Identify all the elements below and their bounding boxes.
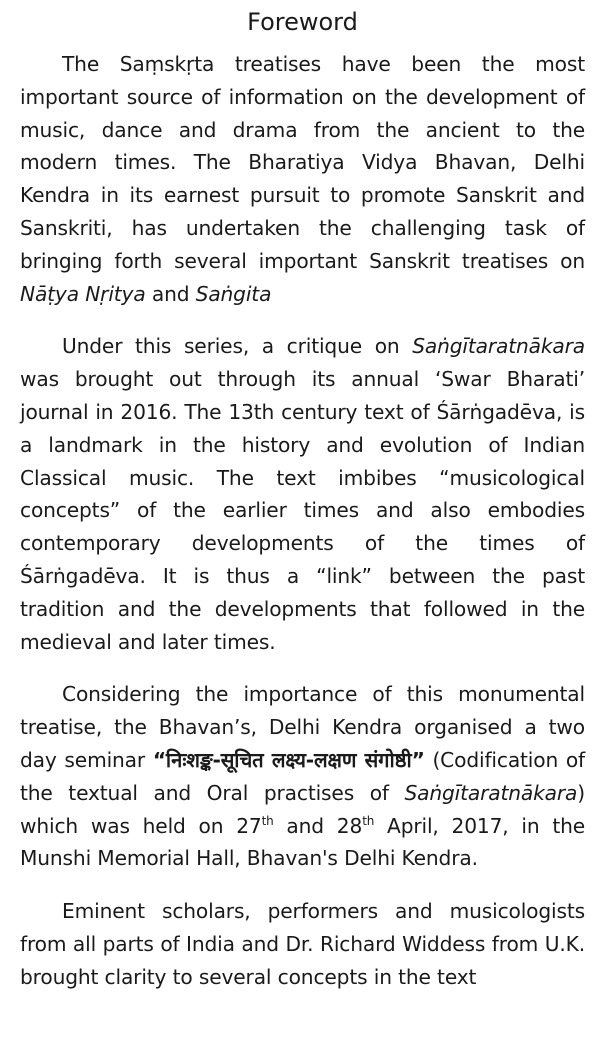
paragraph-3	[20, 678, 585, 875]
paragraph-text: Considering the importance of this monumental treatise, the Bhavan’s, Delhi Kendra organised a two day seminar	[20, 682, 585, 772]
document-page	[20, 0, 585, 994]
italic-term: Saṅgita	[195, 281, 272, 306]
paragraph-text: April, 2017, in the Munshi Memorial Hall, Bhavan's Delhi Kendra.	[20, 813, 585, 871]
italic-term: Saṅgītaratnākara	[412, 334, 585, 359]
paragraph-text: and	[145, 281, 196, 306]
paragraph-text: Eminent scholars, performers and musicologists from all parts of India and Dr. Richard Widdess from U.K. brought clarity to several concepts in the text	[20, 899, 585, 989]
paragraph-text: and 28	[273, 813, 363, 838]
paragraph-text: (Codification of the textual and Oral practises of	[20, 747, 586, 805]
ordinal-suffix: th	[261, 813, 274, 828]
paragraph-text: ) which was held on 27	[20, 780, 585, 838]
italic-term: Saṅgītaratnākara	[404, 780, 578, 805]
paragraph-4	[20, 895, 585, 993]
paragraph-text: was brought out through its annual ‘Swar Bharati’ journal in 2016. The 13th century text of Śārṅgadēva, is a landmark in the history and evolution of Indian Classical music. The text imbibes “musicological concepts” of the earlier times and also embodies contemporary developments of the times of Śārṅgadēva. It is thus a “link” between the past tradition and the developments that followed in the medieval and later times.	[20, 367, 585, 654]
ordinal-suffix: th	[362, 813, 375, 828]
italic-term: Nāṭya Nṛitya	[20, 281, 146, 306]
page-title: Foreword	[247, 8, 358, 36]
paragraph-1	[20, 48, 585, 310]
paragraph-text: The Saṃskṛta treatises have been the most important source of information on the development of music, dance and drama from the ancient to the modern times. The Bharatiya Vidya Bhavan, Delhi Kendra in its earnest pursuit to promote Sanskrit and Sanskriti, has undertaken the challenging task of bringing forth several important Sanskrit treatises on	[20, 52, 585, 273]
paragraph-text: Under this series, a critique on	[62, 334, 413, 359]
devanagari-seminar-title: “निःशङ्क-सूचित लक्ष्य-लक्षण संगोष्ठी”	[152, 747, 425, 772]
paragraph-2	[20, 330, 585, 658]
